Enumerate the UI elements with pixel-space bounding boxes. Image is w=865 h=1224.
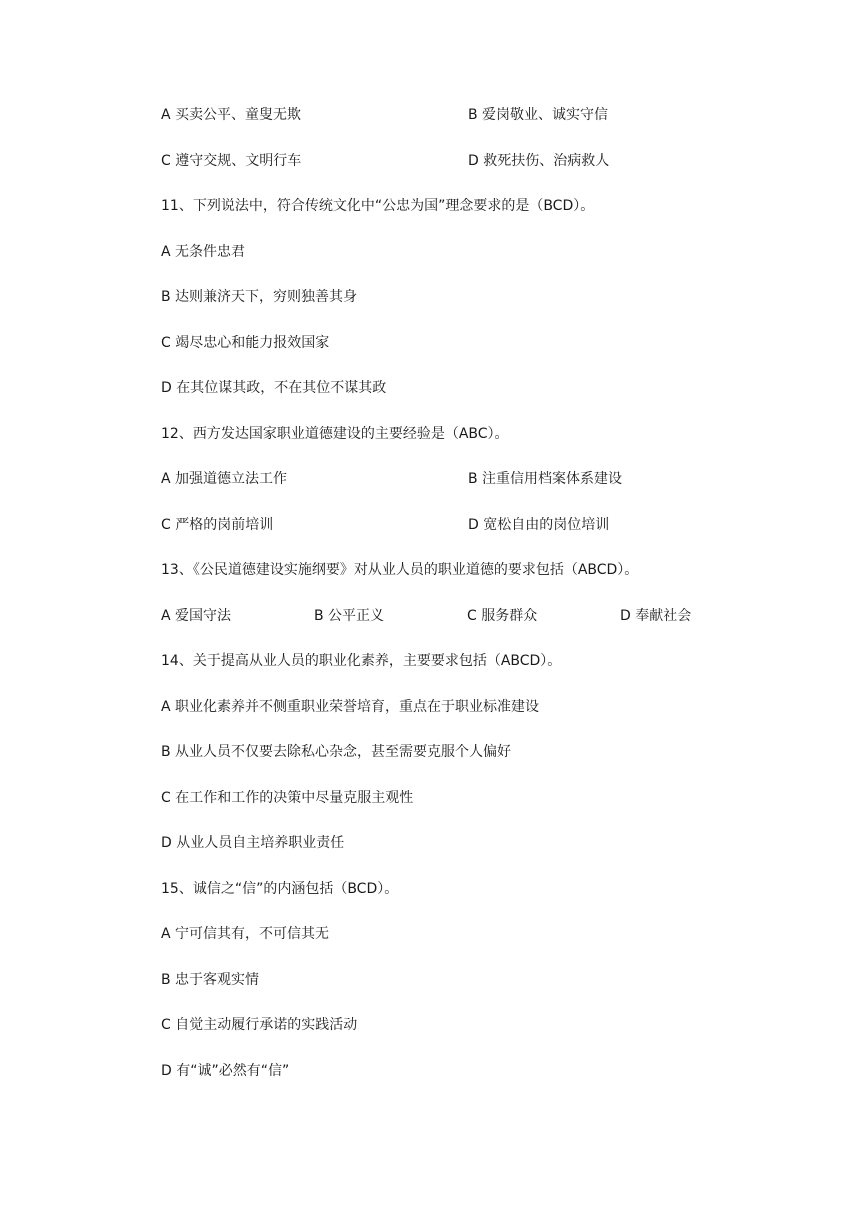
option-b: B 达则兼济天下，穷则独善其身 xyxy=(161,289,358,305)
option-row xyxy=(161,148,785,194)
option-b: B 公平正义 xyxy=(314,607,385,624)
option-c: C 严格的岗前培训 xyxy=(161,516,274,533)
option-a: A 买卖公平、童叟无欺 xyxy=(161,107,302,123)
option-b: B 忠于客观实情 xyxy=(161,971,260,988)
option-c: C 遵守交规、文明行车 xyxy=(161,152,302,169)
option-c: C 服务群众 xyxy=(467,607,538,624)
option-a: A 无条件忠君 xyxy=(161,243,246,260)
option-a: A 加强道德立法工作 xyxy=(161,471,288,487)
option-a: A 宁可信其有，不可信其无 xyxy=(161,926,330,942)
option-d: D 有“诚”必然有“信” xyxy=(161,1062,290,1079)
option-c: C 竭尽忠心和能力报效国家 xyxy=(161,334,330,351)
option-a: A 职业化素养并不侧重职业荣誉培育，重点在于职业标准建设 xyxy=(161,698,540,715)
option-d: D 在其位谋其政，不在其位不谋其政 xyxy=(161,380,387,396)
option-row xyxy=(161,102,785,148)
option-a: A 爱国守法 xyxy=(161,607,232,624)
option-row xyxy=(161,512,785,558)
option-row xyxy=(161,603,785,649)
option-d: D 从业人员自主培养职业责任 xyxy=(161,835,345,851)
option-d: D 宽松自由的岗位培训 xyxy=(468,516,610,533)
question-12: 12、西方发达国家职业道德建设的主要经验是（ABC）。 xyxy=(161,425,509,442)
option-b: B 爱岗敬业、诚实守信 xyxy=(468,107,609,123)
question-11: 11、下列说法中，符合传统文化中“公忠为国”理念要求的是（BCD）。 xyxy=(161,198,595,214)
question-15: 15、诚信之“信”的内涵包括（BCD）。 xyxy=(161,880,399,897)
option-d: D 救死扶伤、治病救人 xyxy=(468,152,610,169)
question-13: 13、《公民道德建设实施纲要》对从业人员的职业道德的要求包括（ABCD）。 xyxy=(161,562,639,578)
option-c: C 自觉主动履行承诺的实践活动 xyxy=(161,1017,358,1033)
option-b: B 从业人员不仅要去除私心杂念，甚至需要克服个人偏好 xyxy=(161,744,512,760)
option-row xyxy=(161,466,785,512)
option-b: B 注重信用档案体系建设 xyxy=(468,471,623,487)
option-c: C 在工作和工作的决策中尽量克服主观性 xyxy=(161,789,414,806)
option-d: D 奉献社会 xyxy=(620,607,692,624)
question-14: 14、关于提高从业人员的职业化素养，主要要求包括（ABCD）。 xyxy=(161,653,562,669)
